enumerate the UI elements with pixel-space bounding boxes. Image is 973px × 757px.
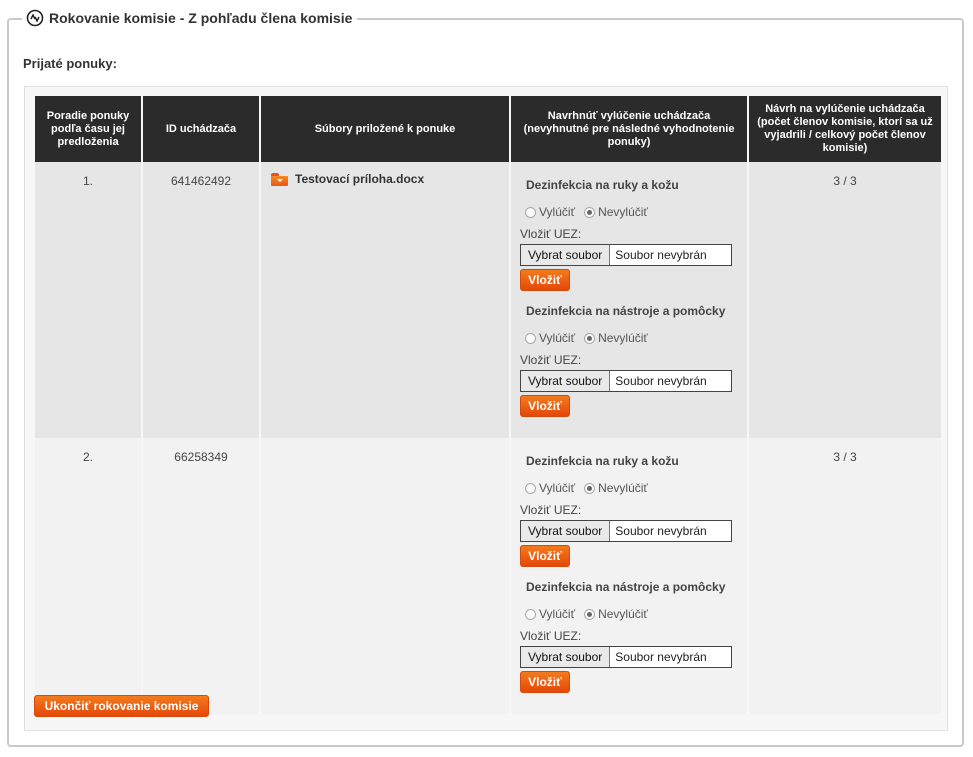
exclusion-cell <box>511 162 747 438</box>
exclude-radio[interactable] <box>525 483 536 494</box>
exclusion-item <box>520 162 747 288</box>
not-exclude-label: Nevylúčiť <box>598 481 648 495</box>
header-order: Poradie ponuky podľa času jej predloženia <box>35 96 141 162</box>
bidder-id: 66258349 <box>143 438 259 714</box>
choose-file-button[interactable]: Vybrat soubor <box>521 647 610 667</box>
exclude-radio[interactable] <box>525 609 536 620</box>
exclusion-radio-group <box>525 607 657 621</box>
legend-title: Rokovanie komisie - Z pohľadu člena komisie <box>49 10 353 26</box>
item-title: Dezinfekcia na ruky a kožu <box>526 178 679 192</box>
header-files: Súbory priložené k ponuke <box>261 96 509 162</box>
exclusion-radio-group <box>525 481 657 495</box>
header-propose-exclusion: Navrhnúť vylúčenie uchádzača (nevyhnutné pre následné vyhodnotenie ponuky) <box>511 96 747 162</box>
header-exclusion-votes: Návrh na vylúčenie uchádzača (počet členov komisie, ktorí sa už vyjadrili / celkový počet členov komisie) <box>749 96 941 162</box>
not-exclude-radio[interactable] <box>584 483 595 494</box>
folder-download-icon <box>271 173 288 186</box>
exclude-label: Vylúčiť <box>539 481 576 495</box>
not-exclude-radio[interactable] <box>584 333 595 344</box>
offer-order: 1. <box>35 162 141 438</box>
insert-button[interactable]: Vložiť <box>520 395 570 417</box>
offers-table <box>33 96 943 714</box>
uez-file-input[interactable] <box>520 244 732 266</box>
item-title: Dezinfekcia na nástroje a pomôcky <box>526 304 726 318</box>
section-label: Prijaté ponuky: <box>23 56 117 71</box>
choose-file-button[interactable]: Vybrat soubor <box>521 371 610 391</box>
insert-button[interactable]: Vložiť <box>520 545 570 567</box>
insert-uez-label: Vložiť UEZ: <box>520 629 582 643</box>
file-status: Soubor nevybrán <box>615 374 707 388</box>
offer-order: 2. <box>35 438 141 714</box>
not-exclude-label: Nevylúčiť <box>598 607 648 621</box>
exclude-label: Vylúčiť <box>539 607 576 621</box>
exclusion-item <box>520 564 747 690</box>
exclusion-votes: 3 / 3 <box>749 438 941 714</box>
file-status: Soubor nevybrán <box>615 248 707 262</box>
end-session-button[interactable]: Ukončiť rokovanie komisie <box>34 695 209 717</box>
item-title: Dezinfekcia na nástroje a pomôcky <box>526 580 726 594</box>
exclusion-radio-group <box>525 205 657 219</box>
exclude-label: Vylúčiť <box>539 205 576 219</box>
choose-file-button[interactable]: Vybrat soubor <box>521 245 610 265</box>
exclude-radio[interactable] <box>525 333 536 344</box>
insert-uez-label: Vložiť UEZ: <box>520 503 582 517</box>
file-status: Soubor nevybrán <box>615 524 707 538</box>
exclusion-item <box>520 288 747 414</box>
insert-button[interactable]: Vložiť <box>520 671 570 693</box>
not-exclude-label: Nevylúčiť <box>598 205 648 219</box>
attachment-link[interactable] <box>271 172 509 186</box>
table-row <box>35 438 941 714</box>
exclusion-cell <box>511 438 747 714</box>
exclusion-item <box>520 438 747 564</box>
attached-files-cell <box>261 162 509 438</box>
choose-file-button[interactable]: Vybrat soubor <box>521 521 610 541</box>
not-exclude-radio[interactable] <box>584 609 595 620</box>
uez-file-input[interactable] <box>520 370 732 392</box>
attached-files-cell <box>261 438 509 714</box>
insert-button[interactable]: Vložiť <box>520 269 570 291</box>
table-row <box>35 162 941 438</box>
exclusion-radio-group <box>525 331 657 345</box>
insert-uez-label: Vložiť UEZ: <box>520 353 582 367</box>
refresh-circle-icon <box>26 9 44 27</box>
item-title: Dezinfekcia na ruky a kožu <box>526 454 679 468</box>
exclude-radio[interactable] <box>525 207 536 218</box>
file-status: Soubor nevybrán <box>615 650 707 664</box>
fieldset-legend <box>22 8 357 28</box>
bidder-id: 641462492 <box>143 162 259 438</box>
not-exclude-radio[interactable] <box>584 207 595 218</box>
uez-file-input[interactable] <box>520 646 732 668</box>
uez-file-input[interactable] <box>520 520 732 542</box>
exclusion-votes: 3 / 3 <box>749 162 941 438</box>
attachment-name: Testovací príloha.docx <box>295 172 425 186</box>
header-id: ID uchádzača <box>143 96 259 162</box>
insert-uez-label: Vložiť UEZ: <box>520 227 582 241</box>
exclude-label: Vylúčiť <box>539 331 576 345</box>
not-exclude-label: Nevylúčiť <box>598 331 648 345</box>
